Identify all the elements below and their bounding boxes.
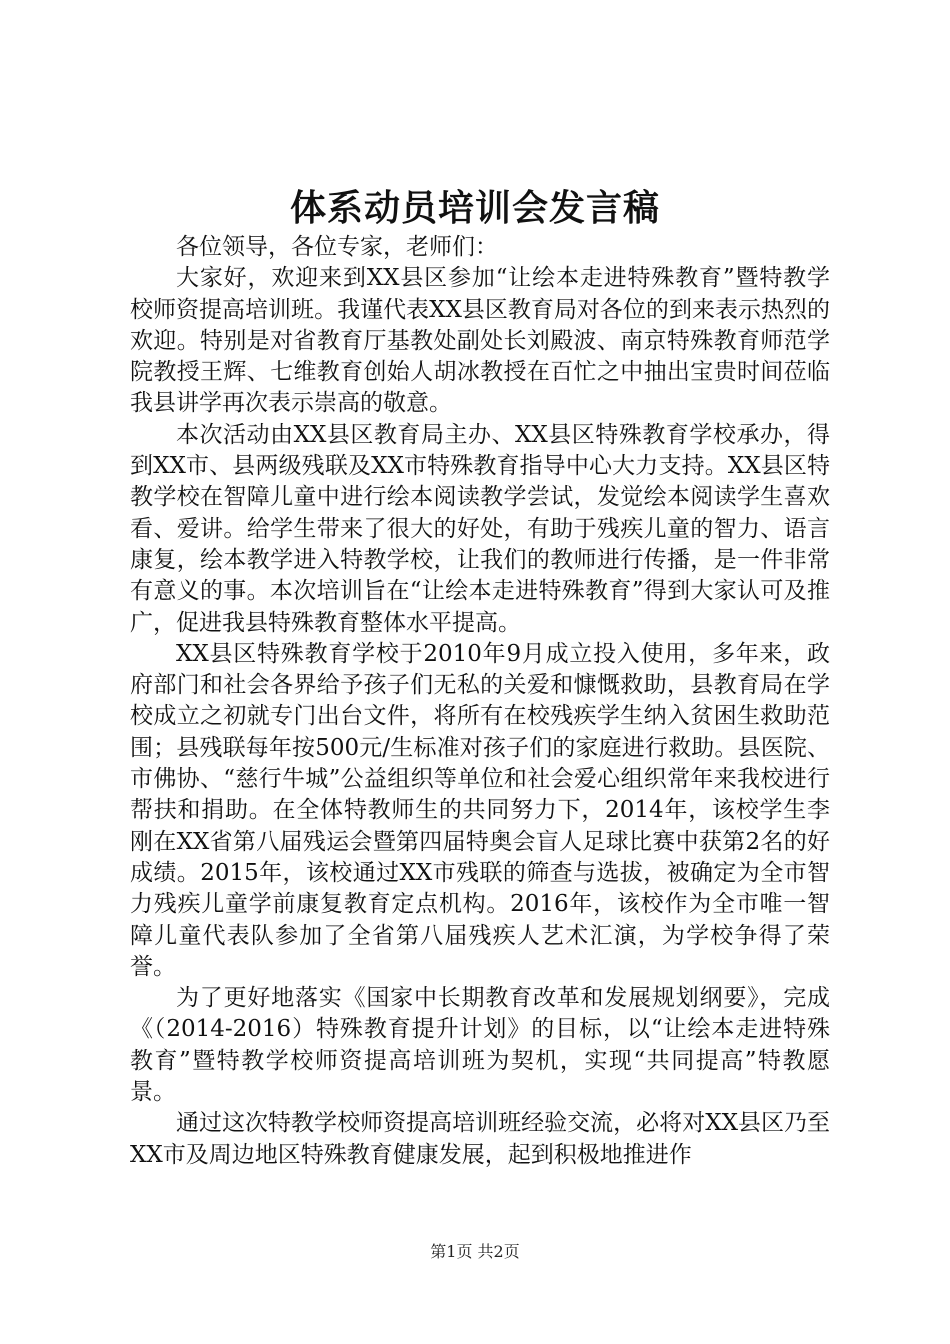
paragraph-event-organizers: 本次活动由XX县区教育局主办、XX县区特殊教育学校承办，得到XX市、县两级残联及XX市特殊教育指导中心大力支持。XX县区特教学校在智障儿童中进行绘本阅读教学尝试，发觉绘本阅读学生喜欢看、爱讲。给学生带来了很大的好处，有助于残疾儿童的智力、语言康复，绘本教学进入特教学校，让我们的教师进行传播，是一件非常有意义的事。本次培训旨在“让绘本走进特殊教育”得到大家认可及推广，促进我县特殊教育整体水平提高。 xyxy=(130,421,830,636)
page-number-footer: 第1页 共2页 xyxy=(430,1242,520,1261)
paragraph-welcome: 大家好，欢迎来到XX县区参加“让绘本走进特殊教育”暨特教学校师资提高培训班。我谨代表XX县区教育局对各位的到来表示热烈的欢迎。特别是对省教育厅基教处副处长刘殿波、南京特殊教育师范学院教授王辉、七维教育创始人胡冰教授在百忙之中抽出宝贵时间莅临我县讲学再次表示崇高的敬意。 xyxy=(130,265,830,417)
document-title: 体系动员培训会发言稿 xyxy=(289,187,660,229)
paragraph-school-history: XX县区特殊教育学校于2010年9月成立投入使用，多年来，政府部门和社会各界给予孩子们无私的关爱和慷慨救助，县教育局在学校成立之初就专门出台文件，将所有在校残疾学生纳入贫困生救助范围；县残联每年按500元/生标准对孩子们的家庭进行救助。县医院、市佛协、“慈行牛城”公益组织等单位和社会爱心组织常年来我校进行帮扶和捐助。在全体特教师生的共同努力下，2014年，该校学生李刚在XX省第八届残运会暨第四届特奥会盲人足球比赛中获第2名的好成绩。2015年，该校通过XX市残联的筛查与选拔，被确定为全市智力残疾儿童学前康复教育定点机构。2016年，该校作为全市唯一智障儿童代表队参加了全省第八届残疾人艺术汇演，为学校争得了荣誉。 xyxy=(130,640,830,980)
paragraph-conclusion: 通过这次特教学校师资提高培训班经验交流，必将对XX县区乃至XX市及周边地区特殊教育健康发展，起到积极地推进作 xyxy=(130,1110,830,1168)
paragraph-goals: 为了更好地落实《国家中长期教育改革和发展规划纲要》，完成《（2014-2016）特殊教育提升计划》的目标，以“让绘本走进特殊教育”暨特教学校师资提高培训班为契机，实现“共同提高”特教愿景。 xyxy=(130,985,830,1106)
salutation: 各位领导，各位专家，老师们： xyxy=(176,234,498,260)
document-body xyxy=(130,232,830,1171)
